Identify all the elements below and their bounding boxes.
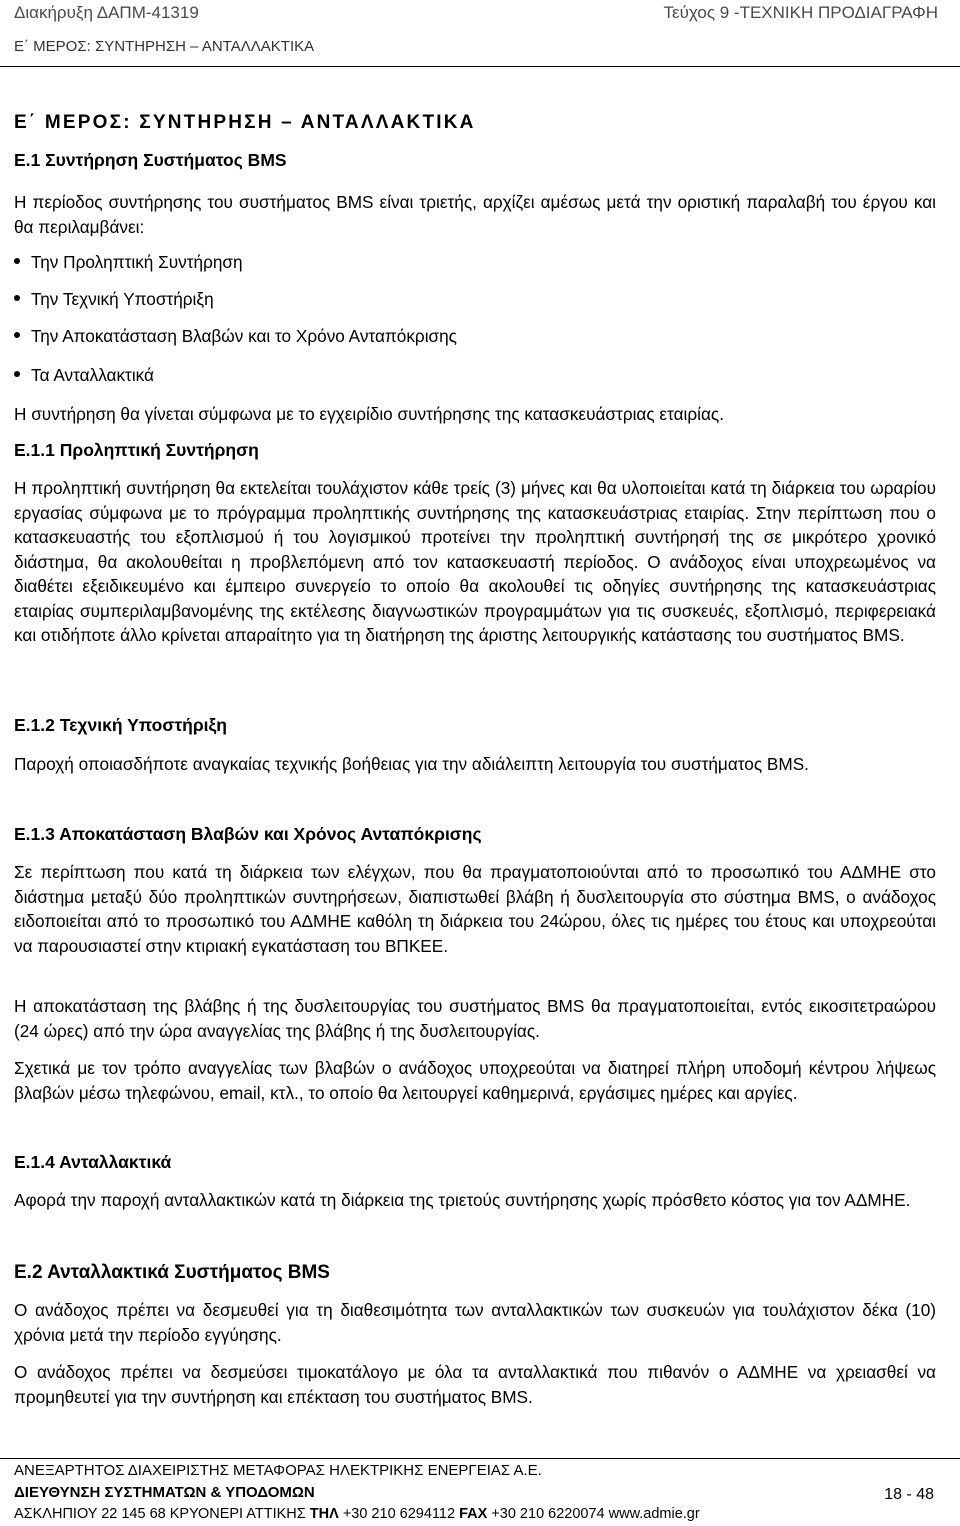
footer-tel: +30 210 6294112 [342, 1506, 456, 1522]
footer-rule [0, 1458, 960, 1459]
section-e2-p1: Ο ανάδοχος πρέπει να δεσμευθεί για τη διαθεσιμότητα των ανταλλακτικών των συσκευών για τουλάχιστον δέκα (10) χρόνια μετά την περίοδο εγγύησης. [14, 1300, 936, 1345]
section-e1-outro: Η συντήρηση θα γίνεται σύμφωνα με το εγχειρίδιο συντήρησης της κατασκευάστριας εταιρίας. [14, 404, 724, 424]
footer-company: ΑΝΕΞΑΡΤΗΤΟΣ ΔΙΑΧΕΙΡΙΣΤΗΣ ΜΕΤΑΦΟΡΑΣ ΗΛΕΚΤΡΙΚΗΣ ΕΝΕΡΓΕΙΑΣ Α.Ε. [14, 1462, 542, 1479]
bullet-dot-icon [14, 258, 20, 264]
section-e12-title: Ε.1.2 Τεχνική Υποστήριξη [14, 715, 227, 735]
section-e1-intro: Η περίοδος συντήρησης του συστήματος BMS είναι τριετής, αρχίζει αμέσως μετά την οριστική παραλαβή του έργου και θα περιλαμβάνει: [14, 192, 936, 237]
footer-fax-label: FAX [459, 1506, 488, 1522]
footer-tel-label: ΤΗΛ [309, 1506, 339, 1522]
page-number: 18 - 48 [884, 1486, 934, 1503]
footer-contact [14, 1506, 700, 1522]
bullet-item: Τα Ανταλλακτικά [14, 365, 154, 386]
section-e11-title: Ε.1.1 Προληπτική Συντήρηση [14, 440, 259, 460]
header-volume: Τεύχος 9 -ΤΕΧΝΙΚΗ ΠΡΟΔΙΑΓΡΑΦΗ [663, 3, 938, 22]
section-e13-title: Ε.1.3 Αποκατάσταση Βλαβών και Χρόνος Ανταπόκρισης [14, 824, 482, 844]
bullet-dot-icon [14, 332, 20, 338]
header-doc-ref: Διακήρυξη ΔΑΠΜ-41319 [14, 3, 199, 22]
section-e13-p1: Σε περίπτωση που κατά τη διάρκεια των ελέγχων, που θα πραγματοποιούνται από το προσωπικό του ΑΔΜΗΕ στο διάστημα μεταξύ δύο προληπτικών συντηρήσεων, διαπιστωθεί βλάβη ή δυσλειτουργία στο σύστημα BMS, ο ανάδοχος ειδοποιείται από το προσωπικό του ΑΔΜΗΕ καθόλη τη διάρκεια του 24ώρου, όλες τις ημέρες του έτους και υποχρεούται να παρουσιαστεί στην κτιριακή εγκατάσταση του ΒΠΚΕΕ. [14, 862, 936, 956]
footer-fax: +30 210 6220074 [491, 1506, 605, 1522]
section-e14-text: Αφορά την παροχή ανταλλακτικών κατά τη διάρκεια της τριετούς συντήρησης χωρίς πρόσθετο κόστος για τον ΑΔΜΗΕ. [14, 1190, 911, 1210]
footer-department: ΔΙΕΥΘΥΝΣΗ ΣΥΣΤΗΜΑΤΩΝ & ΥΠΟΔΟΜΩΝ [14, 1484, 315, 1501]
part-title: Ε΄ ΜΕΡΟΣ: ΣΥΝΤΗΡΗΣΗ – ΑΝΤΑΛΛΑΚΤΙΚΑ [14, 112, 476, 133]
footer-address: ΑΣΚΛΗΠΙΟΥ 22 145 68 ΚΡΥΟΝΕΡΙ ΑΤΤΙΚΗΣ [14, 1506, 306, 1522]
header-rule [0, 66, 960, 67]
bullet-item: Την Τεχνική Υποστήριξη [14, 289, 214, 310]
section-e13-p3: Σχετικά με τον τρόπο αναγγελίας των βλαβών ο ανάδοχος υποχρεούται να διατηρεί πλήρη υποδομή κέντρου λήψεως βλαβών μέσω τηλεφώνου, email, κτλ., το οποίο θα λειτουργεί καθημερινά, εργάσιμες ημέρες και αργίες. [14, 1058, 936, 1103]
section-e13-p2: Η αποκατάσταση της βλάβης ή της δυσλειτουργίας του συστήματος BMS θα πραγματοποιείται, εντός εικοσιτετραώρου (24 ώρες) από την ώρα αναγγελίας της βλάβης ή της δυσλειτουργίας. [14, 996, 936, 1041]
section-e11-text: Η προληπτική συντήρηση θα εκτελείται τουλάχιστον κάθε τρείς (3) μήνες και θα υλοποιείται κατά τη διάρκεια του ωραρίου εργασίας σύμφωνα με το πρόγραμμα προληπτικής συντήρησης της κατασκευάστριας εταιρίας. Στην περίπτωση που ο κατασκευαστής του εξοπλισμού ή του λογισμικού προτείνει την προληπτική συντήρησή της σε μικρότερο χρονικό διάστημα, θα ακολουθείται η προβλεπόμενη από τον κατασκευαστή περίοδος. Ο ανάδοχος είναι υποχρεωμένος να διαθέτει εξειδικευμένο και έμπειρο συνεργείο το οποίο θα ακολουθεί τις οδηγίες συντήρησης της κατασκευάστριας εταιρίας συμπεριλαμβανομένης της εκτέλεσης διαγνωστικών προγραμμάτων για τις συσκευές, εξοπλισμό, περιφερειακά και οτιδήποτε άλλο κρίνεται απαραίτητο για τη διατήρηση της άριστης λειτουργικής κατάστασης του συστήματος BMS. [14, 478, 936, 645]
bullet-dot-icon [14, 295, 20, 301]
section-e14-title: Ε.1.4 Ανταλλακτικά [14, 1152, 172, 1172]
section-e2-title: Ε.2 Ανταλλακτικά Συστήματος BMS [14, 1262, 330, 1283]
section-e1-title: Ε.1 Συντήρηση Συστήματος BMS [14, 150, 287, 170]
bullet-item: Την Προληπτική Συντήρηση [14, 252, 243, 273]
bullet-item: Την Αποκατάσταση Βλαβών και το Χρόνο Ανταπόκρισης [14, 326, 457, 347]
section-e12-text: Παροχή οποιασδήποτε αναγκαίας τεχνικής βοήθειας για την αδιάλειπτη λειτουργία του συστήματος BMS. [14, 754, 809, 774]
footer-website: www.admie.gr [608, 1506, 700, 1522]
section-e2-p2: Ο ανάδοχος πρέπει να δεσμεύσει τιμοκατάλογο με όλα τα ανταλλακτικά που πιθανόν ο ΑΔΜΗΕ να χρειασθεί να προμηθευτεί για την συντήρηση και επέκταση του συστήματος BMS. [14, 1362, 936, 1407]
bullet-dot-icon [14, 371, 20, 377]
header-part: Ε΄ ΜΕΡΟΣ: ΣΥΝΤΗΡΗΣΗ – ΑΝΤΑΛΛΑΚΤΙΚΑ [14, 38, 315, 55]
